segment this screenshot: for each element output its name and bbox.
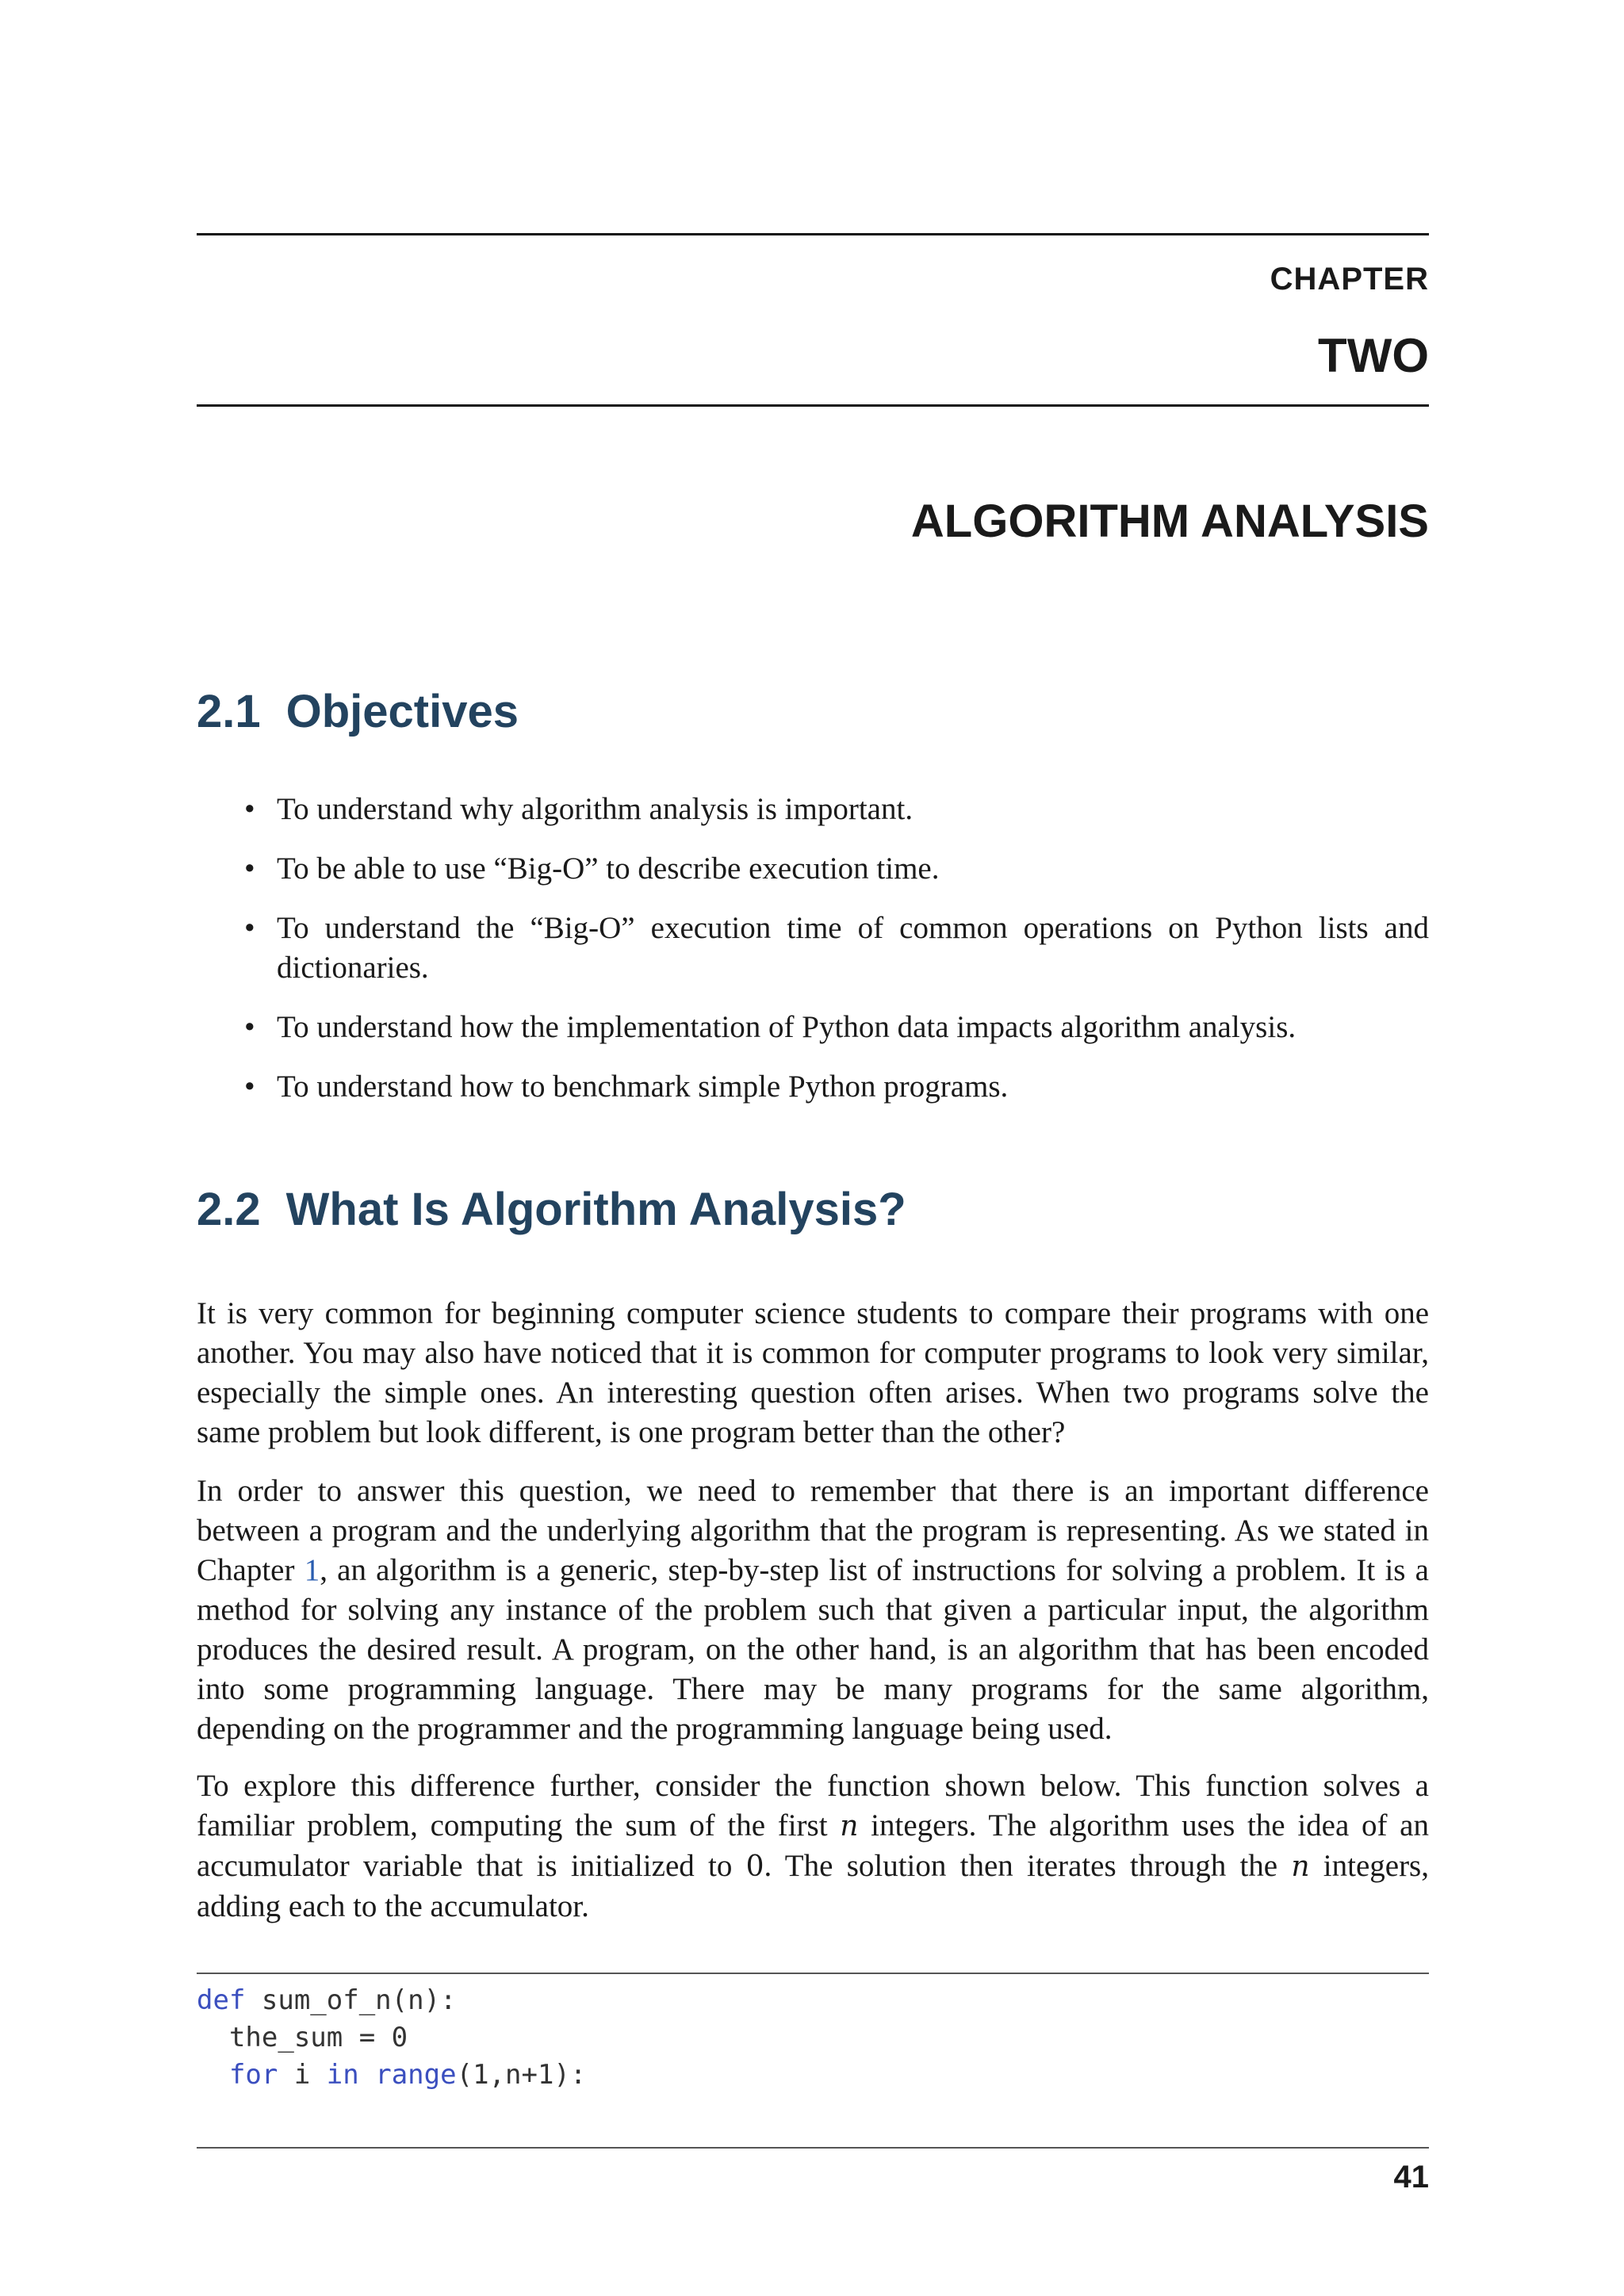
section-number: 2.1 <box>197 686 261 737</box>
paragraph-3: To explore this difference further, consider the function shown below. This function solves a familiar problem, computing the sum of the first n integers. The algorithm uses the idea of an accumulator variable that is initialized to 0. The solution then iterates through the n integers, adding each to the accumulator. <box>197 1769 1429 1923</box>
code-line: def sum_of_n(n): <box>197 1984 457 2016</box>
paragraph-1: It is very common for beginning computer science students to compare their programs with one another. You may also have noticed that it is common for computer programs to look very similar, especially the simple ones. An interesting question often arises. When two programs solve the same problem but look different, is one program better than the other? <box>197 1296 1429 1449</box>
list-item: • To understand how the implementation of Python data impacts algorithm analysis. <box>197 1008 1429 1047</box>
list-item: • To understand why algorithm analysis is important. <box>197 790 1429 829</box>
section-title: Objectives <box>285 686 519 737</box>
chapter-label: CHAPTER <box>1270 262 1429 297</box>
objectives-list <box>197 790 1429 1127</box>
math-n: n <box>1291 1850 1310 1883</box>
book-page <box>197 0 1429 2296</box>
paragraph-2: In order to answer this question, we need to remember that there is an important difference between a program and the underlying algorithm that the program is representing. As we stated in Chapter 1, an algorithm is a generic, step-by-step list of instructions for solving a problem. It is a method for solving any instance of the problem such that given a particular input, the algorithm produces the desired result. A program, on the other hand, is an algorithm that has been encoded into some programming language. There may be many programs for the same algorithm, depending on the programmer and the programming language being used. <box>197 1474 1429 1746</box>
math-zero: 0 <box>745 1850 764 1883</box>
code-block <box>197 1982 1429 2094</box>
top-rule <box>197 233 1429 235</box>
code-line: the_sum = 0 <box>197 2022 408 2053</box>
chapter-link[interactable]: 1 <box>304 1553 320 1587</box>
footer-rule <box>197 2147 1429 2149</box>
chapter-title: ALGORITHM ANALYSIS <box>910 496 1429 547</box>
bullet-icon: • <box>244 1070 255 1104</box>
list-item: • To be able to use “Big-O” to describe execution time. <box>197 849 1429 889</box>
section-title: What Is Algorithm Analysis? <box>285 1184 906 1235</box>
section-heading-objectives <box>197 685 519 738</box>
bullet-icon: • <box>244 1010 255 1044</box>
list-item: • To understand how to benchmark simple Python programs. <box>197 1067 1429 1107</box>
page-number: 41 <box>1393 2160 1429 2195</box>
chapter-number: TWO <box>1318 329 1429 382</box>
chapter-bottom-rule <box>197 404 1429 407</box>
bullet-icon: • <box>244 851 255 886</box>
bullet-icon: • <box>244 792 255 826</box>
section-heading-what-is-algorithm-analysis <box>197 1183 906 1236</box>
math-n: n <box>840 1810 859 1843</box>
list-item: • To understand the “Big-O” execution time of common operations on Python lists and dictionaries. <box>197 909 1429 988</box>
section-number: 2.2 <box>197 1184 261 1235</box>
bullet-icon: • <box>244 911 255 945</box>
code-top-rule <box>197 1973 1429 1974</box>
code-line: for i in range(1,n+1): <box>228 2059 587 2091</box>
